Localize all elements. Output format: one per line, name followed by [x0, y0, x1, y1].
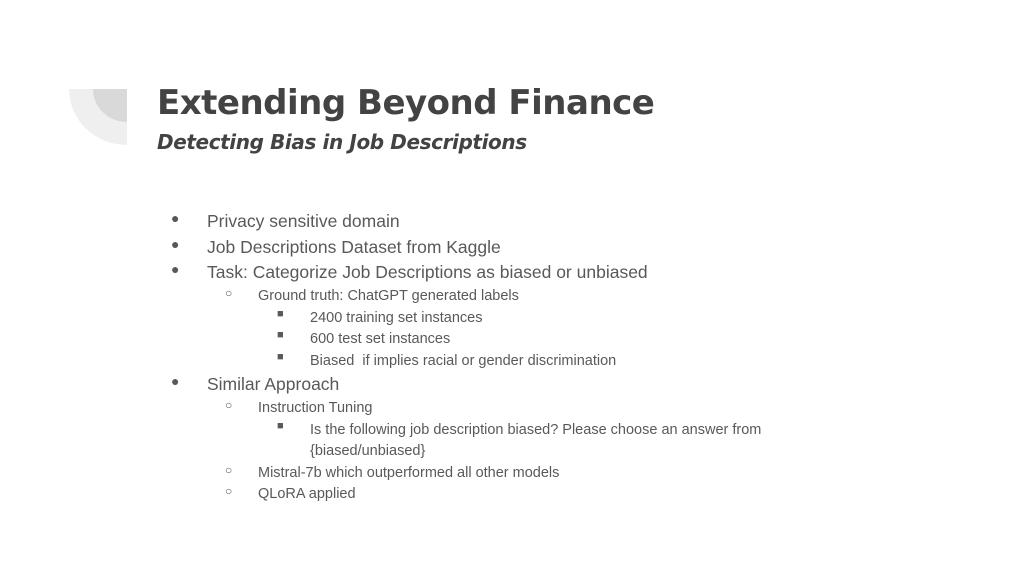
- slide-title: Extending Beyond Finance: [157, 83, 655, 123]
- sub-bullet-marker: ○: [225, 463, 233, 477]
- bullet-item: Privacy sensitive domain: [207, 211, 400, 231]
- sub-sub-bullet-marker: ■: [277, 351, 284, 363]
- sub-sub-bullet-marker: ■: [277, 329, 284, 341]
- sub-bullet-marker: ○: [225, 286, 233, 300]
- slide-subtitle: Detecting Bias in Job Descriptions: [157, 130, 527, 154]
- sub-bullet-item: QLoRA applied: [258, 486, 356, 502]
- sub-sub-bullet-item: 2400 training set instances: [310, 310, 483, 326]
- sub-bullet-marker: ○: [225, 484, 233, 498]
- sub-bullet-item: Ground truth: ChatGPT generated labels: [258, 288, 519, 304]
- bullet-item: Similar Approach: [207, 374, 340, 394]
- bullet-marker: ●: [171, 210, 180, 226]
- sub-sub-bullet-item: Is the following job description biased? Please choose an answer from: [310, 422, 762, 438]
- sub-bullet-item: Instruction Tuning: [258, 400, 373, 416]
- sub-sub-bullet-marker: ■: [277, 420, 284, 432]
- bullet-marker: ●: [171, 236, 180, 252]
- sub-sub-bullet-item: 600 test set instances: [310, 331, 451, 347]
- sub-bullet-marker: ○: [225, 398, 233, 412]
- bullet-marker: ●: [171, 373, 180, 389]
- bullet-item: Task: Categorize Job Descriptions as biased or unbiased: [207, 262, 648, 282]
- sub-sub-bullet-marker: ■: [277, 308, 284, 320]
- sub-bullet-item: Mistral-7b which outperformed all other models: [258, 465, 560, 481]
- bullet-marker: ●: [171, 261, 180, 277]
- sub-sub-bullet-item: Biased if implies racial or gender discrimination: [310, 353, 617, 369]
- bullet-item: Job Descriptions Dataset from Kaggle: [207, 237, 501, 257]
- sub-sub-bullet-continuation: {biased/unbiased}: [310, 443, 426, 459]
